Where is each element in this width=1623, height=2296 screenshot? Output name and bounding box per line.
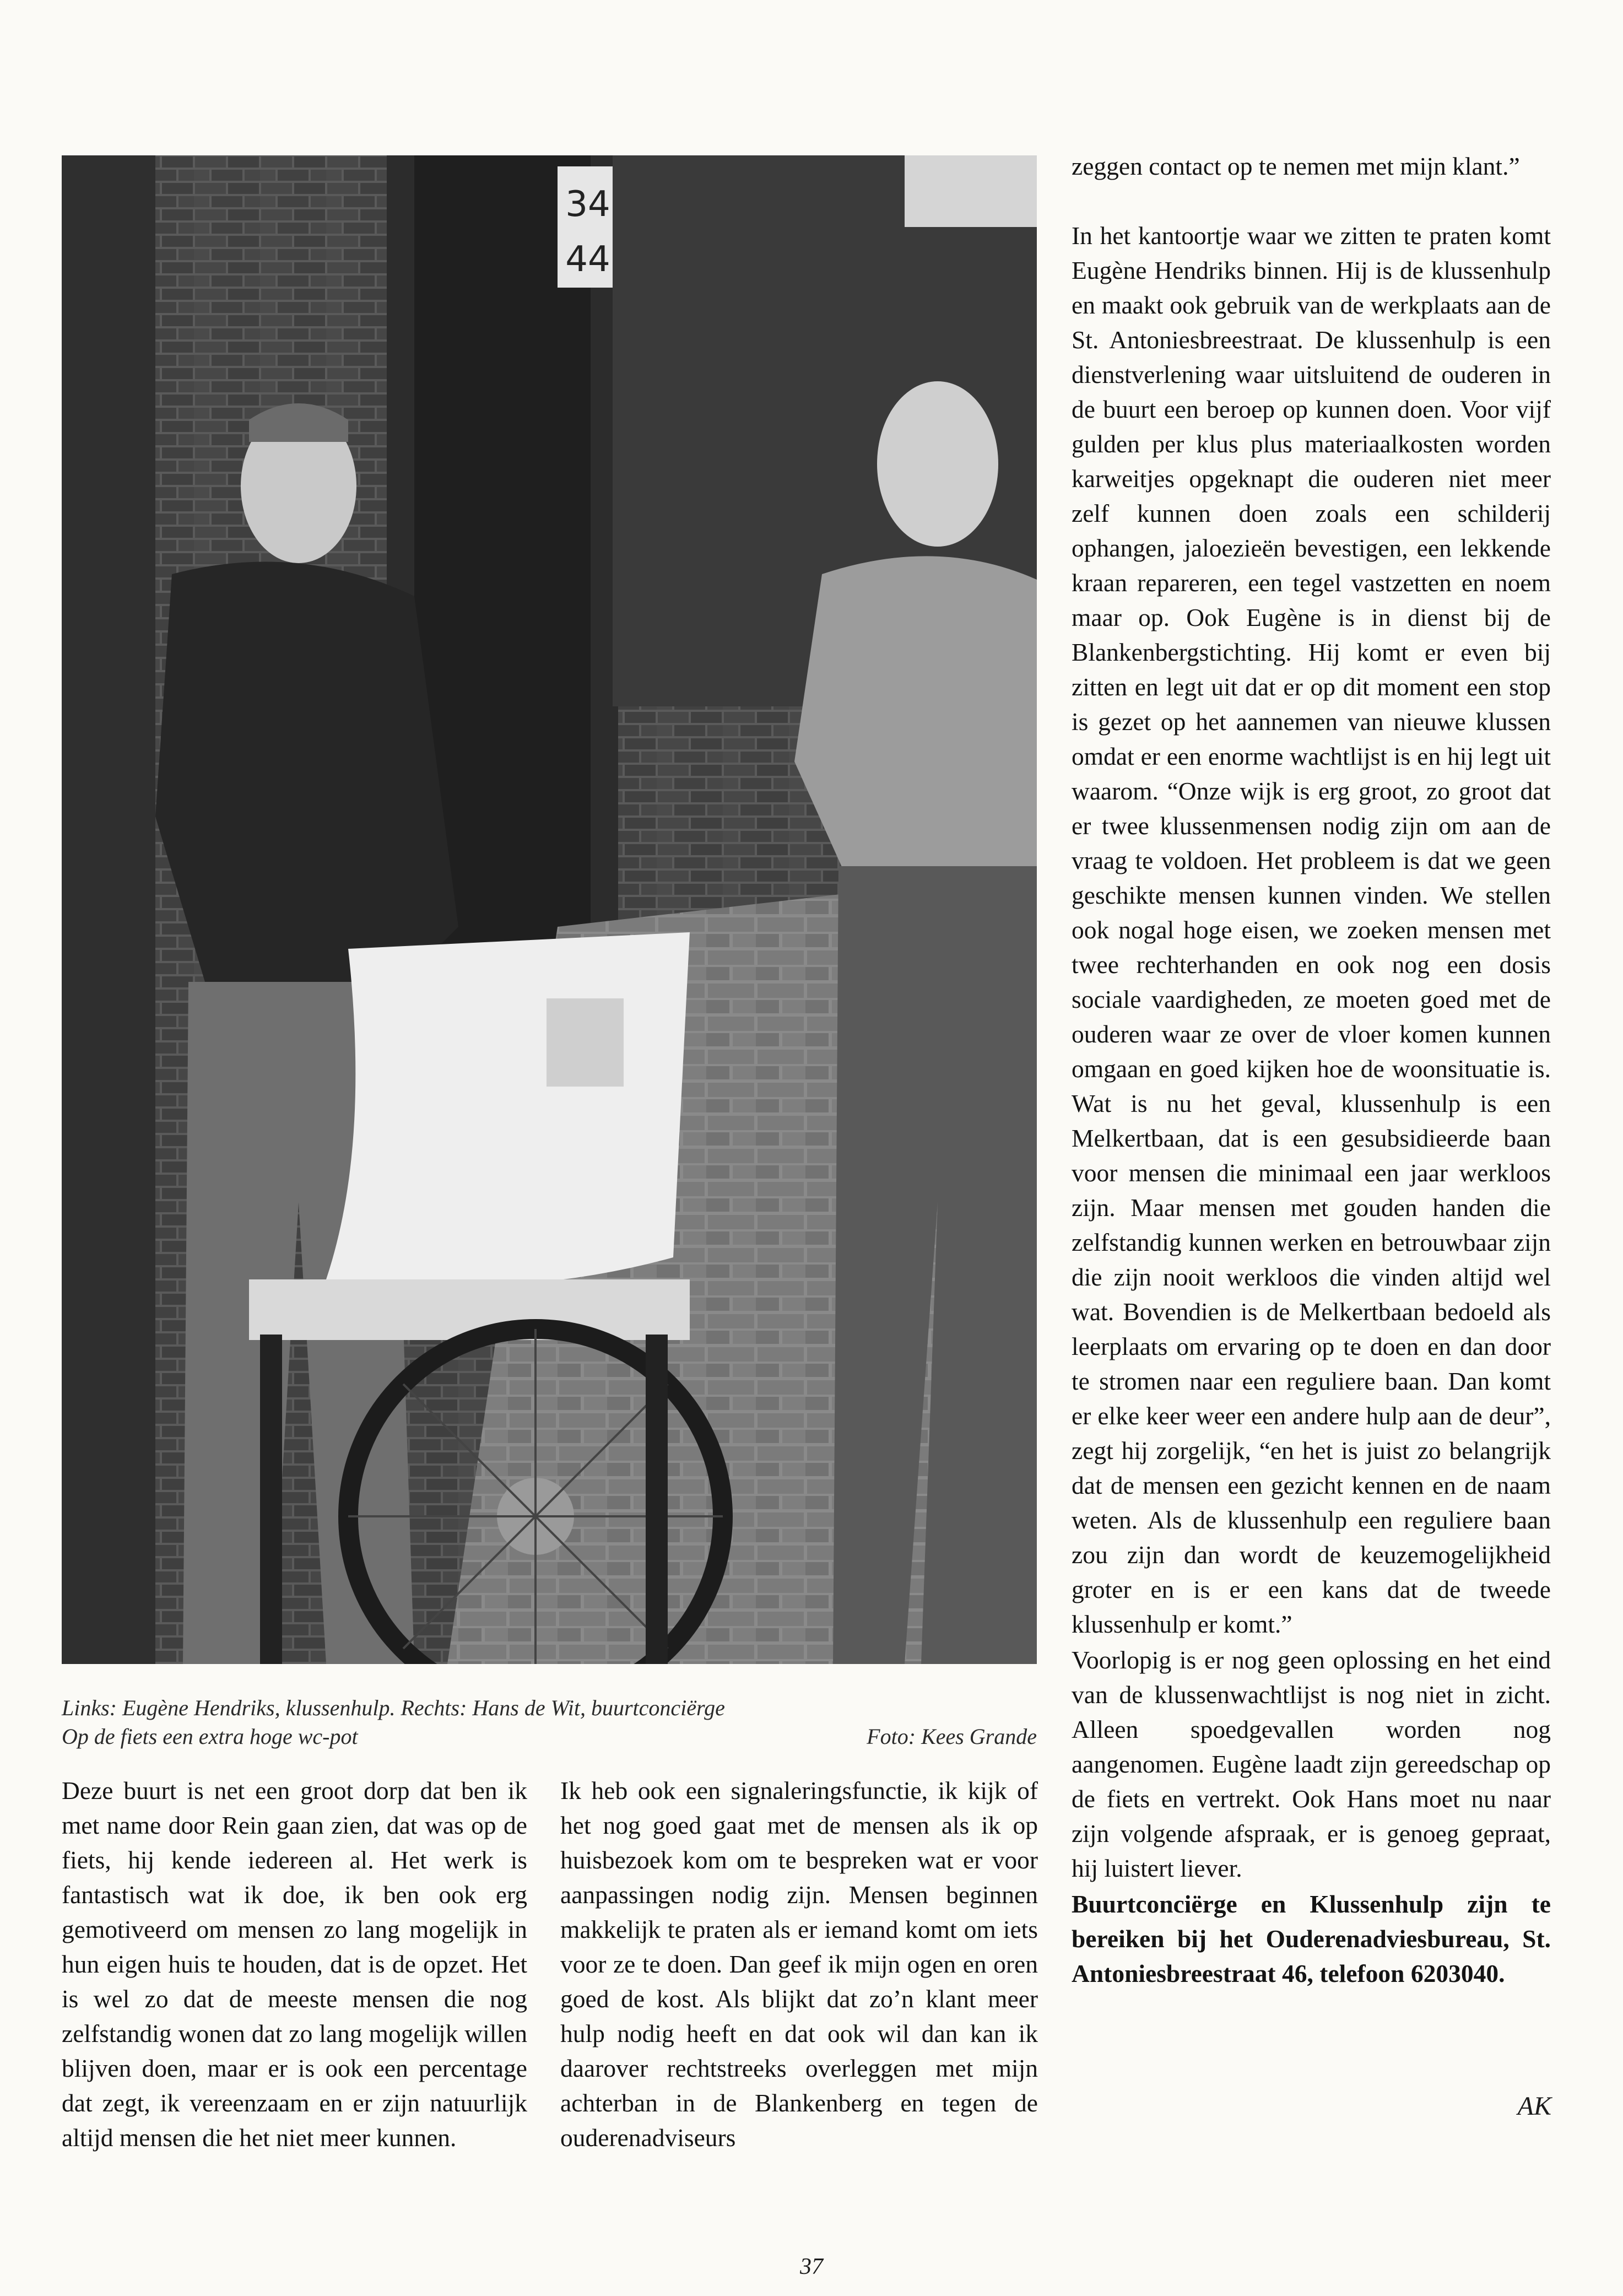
column-3-body: In het kantoortje waar we zitten te praten komt Eugène Hendriks binnen. Hij is de klussenhulp en maakt ook gebruik van de werkplaats aan de St. Antoniesbreestraat. De klussenhulp is een dienstverlening waar uitsluitend de ouderen in de buurt een beroep op kunnen doen. Voor vijf gulden per klus plus materiaalkosten worden karweitjes opgeknapt die ouderen niet meer zelf kunnen doen zoals een schilderij ophangen, jaloezieën bevestigen, een lekkende kraan repareren, een tegel vastzetten en noem maar op. Ook Eugène is in dienst bij de Blankenbergstichting. Hij komt er even bij zitten en legt uit dat er op dit moment een stop is gezet op het aannemen van nieuwe klussen omdat er een enorme wachtlijst is en hij legt uit waarom. “Onze wijk is erg groot, zo groot dat er twee klussenmensen nodig zijn om aan de vraag te voldoen. Het probleem is dat we geen geschikte mensen kunnen vinden. We stellen ook nogal hoge eisen, we zoeken mensen met twee rechterhanden en ook nog een dosis sociale vaardigheden, ze moeten goed met de ouderen waar ze over de vloer komen kunnen omgaan en goed kijken hoe de woonsituatie is. Wat is nu het geval, klussenhulp is een Melkertbaan, dat is een gesubsidieerde baan voor mensen die minimaal een jaar werkloos zijn. Maar mensen met gouden handen die zelfstandig kunnen werken en betrouwbaar zijn die zijn nooit werkloos die vinden altijd wel wat. Bovendien is de Melkertbaan bedoeld als leerplaats om ervaring op te doen en dan door te stromen naar een reguliere baan. Dan komt er elke keer weer een andere hulp aan de deur”, zegt hij zorgelijk, “en het is juist zo belangrijk dat de mensen een gezicht kennen en de naam weten. Als de klussenhulp een reguliere baan zou zijn dan wordt de keuzemogelijkheid groter en is er een kans dat de tweede klussenhulp er komt.”: [1072, 222, 1551, 1638]
caption-line-2: Op de fiets een extra hoge wc-pot: [62, 1724, 358, 1749]
photo-caption: [62, 1694, 1037, 1751]
column-3-closing: Voorlopig is er nog geen oplossing en het eind van de klussenwachtlijst is nog niet in zicht. Alleen spoedgevallen worden nog aangenomen. Eugène laadt zijn gereedschap op de fiets en vertrekt. Ook Hans moet nu naar zijn volgende afspraak, er is genoeg gepraat, hij luistert liever.: [1072, 1646, 1551, 1882]
photograph-two-men-with-bicycle-icon: [62, 155, 1037, 1664]
author-signature: AK: [1517, 2092, 1551, 2121]
article-column-2: [560, 1773, 1038, 2155]
photo-credit: Foto: Kees Grande: [867, 1724, 1037, 1749]
contact-info: Buurtconciërge en Klussenhulp zijn te bereiken bij het Ouderenadviesbureau, St. Antoniesbreestraat 46, telefoon 6203040.: [1072, 1890, 1551, 1987]
photograph: [62, 155, 1037, 1664]
page-number: 37: [800, 2254, 823, 2279]
column-2-text: Ik heb ook een signaleringsfunctie, ik kijk of het nog goed gaat met de mensen als ik op huisbezoek kom om te bespreken wat er voor aanpassingen nodig zijn. Mensen beginnen makkelijk te praten als er iemand komt om iets voor ze te doen. Dan geef ik mijn ogen en oren goed de kost. Als blijkt dat zo’n klant meer hulp nodig heeft en dat ook wil dan kan ik daarover rechtstreeks overleggen met mijn achterban in de Blankenberg en tegen de ouderenadviseurs: [560, 1776, 1038, 2152]
column-1-text: Deze buurt is net een groot dorp dat ben ik met name door Rein gaan zien, dat was op de fiets, hij kende iedereen al. Het werk is fantastisch wat ik doe, ik ben ook erg gemotiveerd om mensen zo lang mogelijk in hun eigen huis te houden, dat is de opzet. Het is wel zo dat de meeste mensen die nog zelfstandig wonen dat zo lang mogelijk willen blijven doen, maar er is ook een percentage dat zegt, ik vereenzaam en er zijn natuurlijk altijd mensen die het niet meer kunnen.: [62, 1776, 527, 2152]
article-column-1: [62, 1773, 527, 2155]
house-number-top: 34: [565, 184, 610, 225]
column-3-lead: zeggen contact op te nemen met mijn klant.”: [1072, 152, 1520, 180]
article-column-3: [1072, 149, 1551, 1991]
caption-line-1: Links: Eugène Hendriks, klussenhulp. Rechts: Hans de Wit, buurtconciërge: [62, 1695, 725, 1720]
house-number-bottom: 44: [565, 239, 610, 280]
